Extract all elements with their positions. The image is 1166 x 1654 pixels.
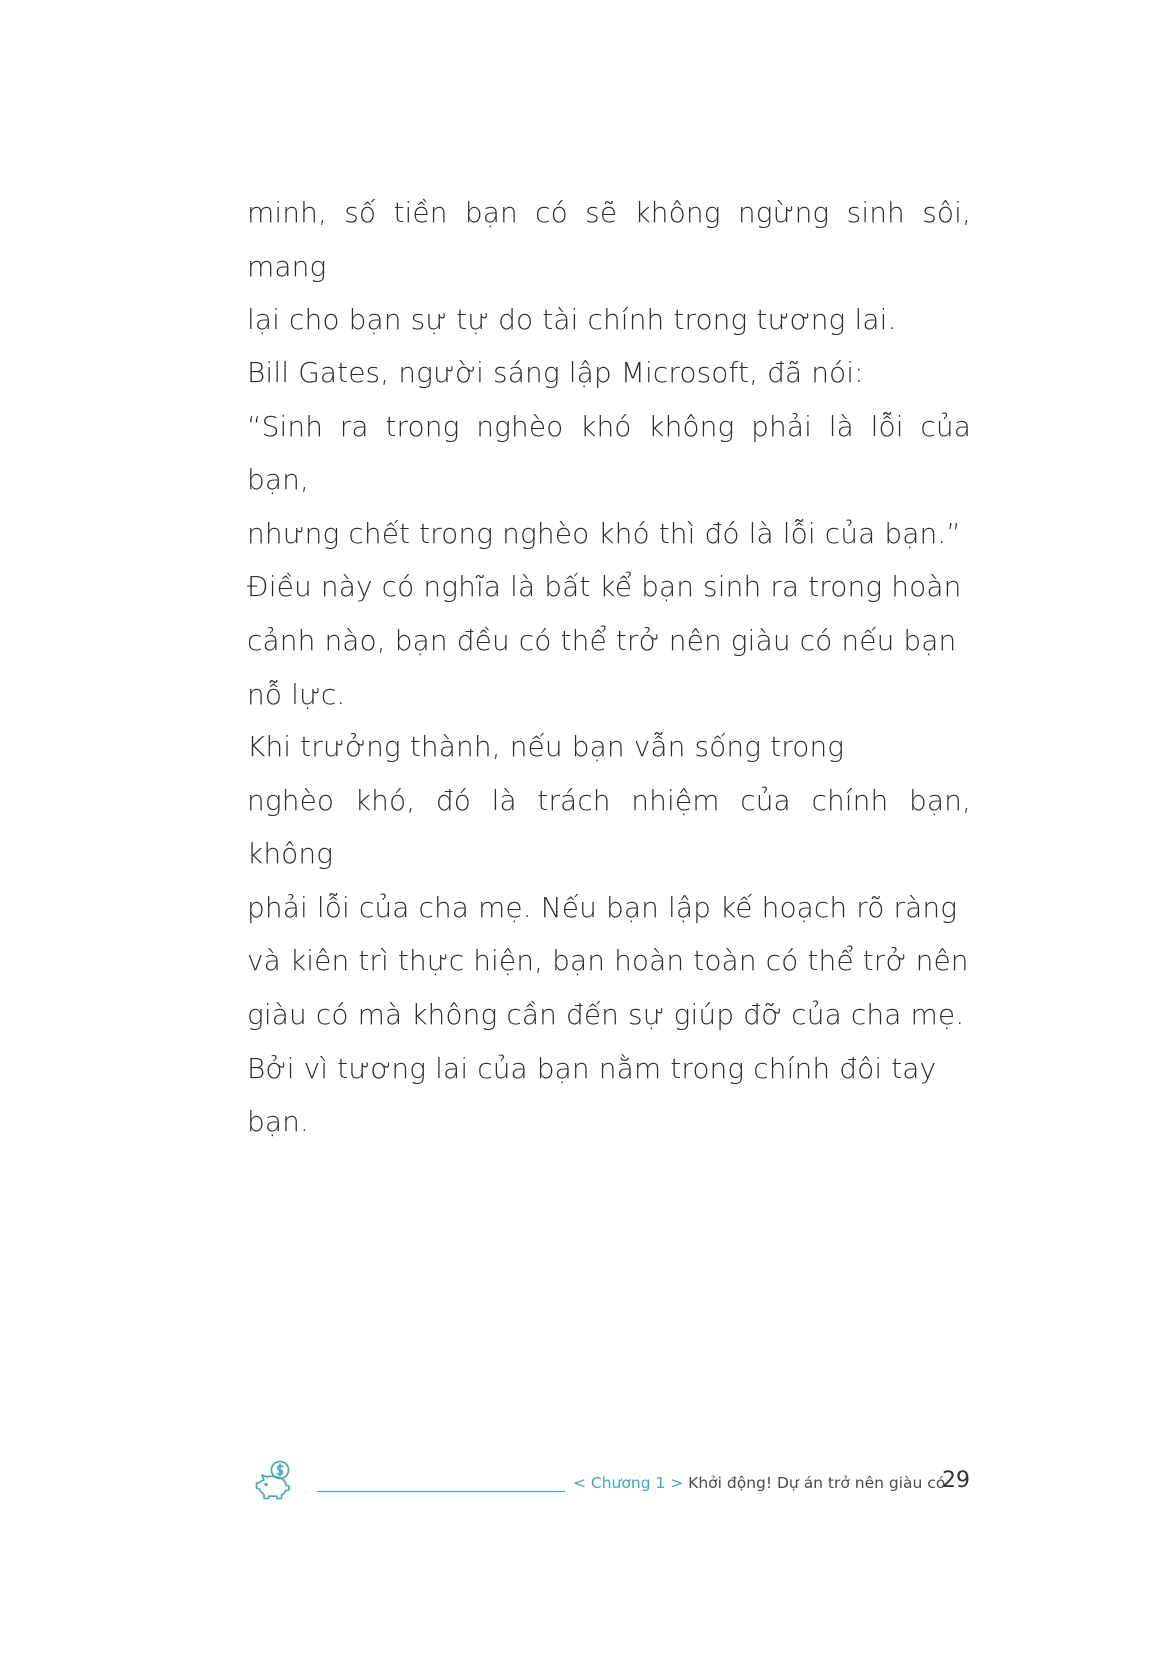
body-paragraph-2 [247,346,971,721]
piggy-bank-dollar-icon [255,1460,293,1500]
page-number: 29 [942,1468,970,1493]
chapter-label: < Chương 1 > [573,1474,684,1492]
paragraph-text: Bill Gates, người sáng lập Microsoft, đã nói: “Sinh ra trong nghèo khó không phải là lỗi của bạn, nhưng chết trong nghèo khó thì đó là lỗi của bạn.” Điều này có nghĩa là bất kể bạn sinh ra trong hoàn cảnh nào, bạn đều có thể trở nên giàu có nếu bạn nỗ lực. [247,356,971,711]
paragraph-text: Khi trưởng thành, nếu bạn vẫn sống trong nghèo khó, đó là trách nhiệm của chính bạn, không phải lỗi của cha mẹ. Nếu bạn lập kế hoạch rõ ràng và kiên trì thực hiện, bạn hoàn toàn có thể trở nên giàu có mà không cần đến sự giúp đỡ của cha mẹ. Bởi vì tương lai của bạn nằm trong chính đôi tay bạn. [247,730,971,1139]
paragraph-text: minh, số tiền bạn có sẽ không ngừng sinh sôi, mang lại cho bạn sự tự do tài chính trong tương lai. [247,196,971,337]
footer-divider [317,1491,565,1492]
chapter-title: Khởi động! Dự án trở nên giàu có [688,1474,946,1492]
page-footer [255,1460,975,1510]
body-paragraph-1 [247,186,971,347]
body-paragraph-3 [247,720,971,1149]
running-header [573,1474,945,1492]
